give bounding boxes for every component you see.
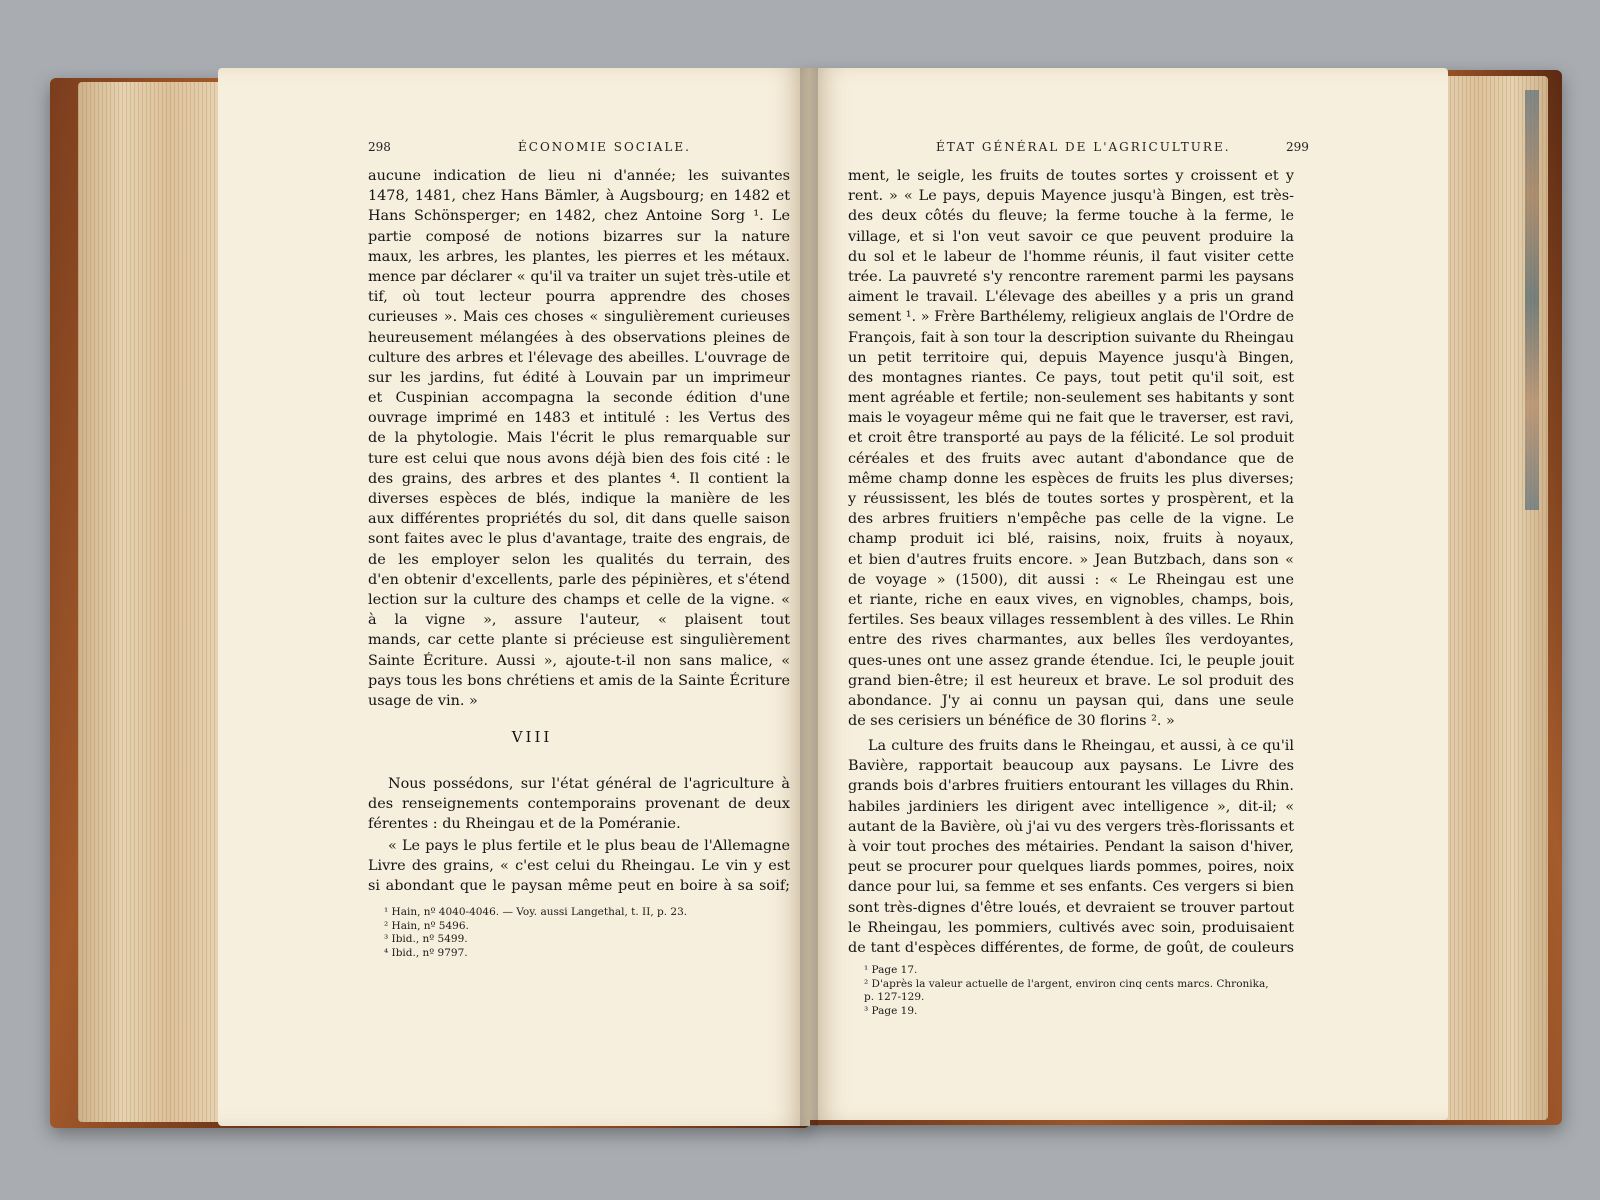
text-line: tif, où tout lecteur pourra apprendre des choses (368, 289, 790, 306)
text-line: usage de vin. » (368, 692, 478, 709)
text-line: heureusement mélangées à des observations pleines de (368, 329, 790, 346)
text-line: si abondant que le paysan même peut en boire à sa soif; (368, 878, 790, 895)
text-line: trée. La pauvreté s'y rencontre rarement parmi les paysans (848, 268, 1294, 285)
text-line: aucune indication de lieu ni d'année; les suivantes (368, 168, 790, 184)
text-line: grands bois d'arbres fruitiers entourant les villages du Rhin. (848, 778, 1294, 795)
text-line: 1478, 1481, chez Hans Bämler, à Augsbourg; en 1482 et (368, 188, 790, 205)
text-line: à la vigne », assure l'auteur, « plaisent tout (368, 612, 790, 629)
text-line: du sol et le labeur de l'homme réunis, il faut visiter cette (848, 248, 1294, 265)
text-line: férentes : du Rheingau et de la Poméranie. (368, 816, 681, 833)
text-line: diverses espèces de blés, indique la manière de les (368, 491, 790, 507)
text-line: même champ donne les espèces de fruits les plus diverses; (848, 470, 1294, 487)
left-page (218, 68, 810, 1126)
right-paragraph-2 (848, 736, 1294, 958)
footnote: ¹ Hain, nº 4040-4046. — Voy. aussi Langethal, t. II, p. 23. (384, 906, 688, 918)
text-line: grand bien-être; il est heureux et brave. Le sol produit des (848, 672, 1294, 689)
right-page (808, 68, 1448, 1120)
right-paragraph-1 (848, 166, 1294, 731)
text-line: Bavière, rapportait beaucoup aux paysans. Le Livre des (848, 758, 1294, 775)
text-line: de les employer selon les qualités du terrain, des (368, 551, 790, 568)
text-line: La culture des fruits dans le Rheingau, et aussi, à ce qu'il (868, 738, 1294, 754)
left-paragraph-1 (368, 166, 790, 711)
left-running-head: ÉCONOMIE SOCIALE. (518, 140, 691, 154)
text-line: un petit territoire qui, depuis Mayence jusqu'à Bingen, (848, 349, 1294, 366)
text-line: et Cuspinian accompagna la seconde édition d'une (368, 390, 790, 407)
text-line: des montagnes riantes. Ce pays, tout petit qu'il soit, est (848, 369, 1294, 386)
text-line: sont faites avec le plus d'avantage, traite des engrais, de (368, 531, 790, 548)
footnote: ² Hain, nº 5496. (384, 919, 469, 932)
text-line: de ses cerisiers un bénéfice de 30 florins ². » (848, 713, 1175, 730)
text-line: abondance. J'y ai connu un paysan qui, dans une seule (848, 692, 1294, 709)
footnote: ³ Page 19. (864, 1004, 918, 1017)
left-footnotes (368, 906, 790, 960)
left-paragraph-2 (368, 774, 790, 835)
text-line: village, et si l'on veut savoir ce que peuvent produire la (848, 228, 1294, 245)
text-line: de voyage » (1500), dit aussi : « Le Rheingau est une (848, 571, 1294, 588)
text-line: des renseignements contemporains provenant de deux (368, 796, 790, 813)
text-line: mands, car cette plante si précieuse est singulièrement (368, 632, 790, 649)
text-line: aiment le travail. L'élevage des abeilles y a pris un grand (848, 289, 1294, 306)
left-paragraph-3 (368, 836, 790, 897)
text-line: ouvrage imprimé en 1483 et intitulé : les Vertus des (368, 410, 790, 427)
text-line: et bien d'autres fruits encore. » Jean Butzbach, dans son « (848, 551, 1294, 568)
text-line: des grains, des arbres et des plantes ⁴. Il contient la (368, 470, 790, 487)
text-line: pays tous les bons chrétiens et amis de la Sainte Écriture (368, 672, 790, 689)
text-line: et riante, riche en eaux vives, en vignobles, champs, bois, (848, 591, 1294, 608)
text-line: dance pour lui, sa femme et ses enfants. Ces vergers si bien (848, 879, 1294, 896)
text-line: y réussissent, les blés de toutes sortes y prospèrent, et la (848, 491, 1294, 507)
text-line: ture est celui que nous avons déjà bien des fois cité : le (368, 450, 790, 467)
text-line: ment agréable et fertile; non-seulement ses habitants y sont (848, 390, 1294, 407)
section-heading: VIII (511, 728, 553, 746)
text-line: maux, les arbres, les plantes, les pierres et les métaux. (368, 248, 790, 265)
text-line: champ produit ici blé, raisins, noix, fruits à noyaux, (848, 531, 1294, 548)
marbled-endpaper (1525, 90, 1539, 510)
text-line: François, fait à son tour la description suivante du Rheingau (848, 329, 1294, 346)
text-line: entre des rives charmantes, aux belles îles verdoyantes, (848, 632, 1294, 649)
text-line: et croit être transporté au pays de la félicité. Le sol produit (848, 430, 1294, 447)
footnote: p. 127-129. (864, 991, 925, 1004)
footnote: ¹ Page 17. (864, 964, 918, 976)
text-line: Hans Schönsperger; en 1482, chez Antoine Sorg ¹. Le (368, 208, 790, 225)
text-line: céréales et des fruits avec autant d'abondance que de (848, 450, 1294, 467)
text-line: autant de la Bavière, où j'ai vu des vergers très-florissants et (848, 818, 1294, 835)
text-line: des arbres fruitiers n'empêche pas celle de la vigne. Le (848, 511, 1294, 528)
text-line: ques-unes ont une assez grande étendue. Ici, le peuple jouit (848, 652, 1294, 669)
text-line: Livre des grains, « c'est celui du Rheingau. Le vin y est (368, 858, 790, 875)
footnote: ³ Ibid., nº 5499. (384, 933, 468, 946)
text-line: lection sur la culture des champs et celle de la vigne. « (368, 591, 790, 608)
text-line: ment, le seigle, les fruits de toutes sortes y croissent et y (848, 168, 1294, 184)
text-line: curieuses ». Mais ces choses « singulièrement curieuses (368, 309, 790, 326)
text-line: sement ¹. » Frère Barthélemy, religieux anglais de l'Ordre de (848, 309, 1294, 326)
text-line: rent. » « Le pays, depuis Mayence jusqu'à Bingen, est très- (848, 188, 1294, 205)
text-line: partie composé de notions bizarres sur la nature (368, 228, 790, 245)
text-line: Sainte Écriture. Aussi », ajoute-t-il non sans malice, « (368, 652, 790, 669)
text-line: fertiles. Ses beaux villages ressemblent à des villes. Le Rhin (848, 612, 1294, 629)
text-line: aux différentes propriétés du sol, dit dans quelle saison (368, 511, 790, 528)
text-line: à voir tout proches des métairies. Pendant la saison d'hiver, (848, 838, 1294, 855)
text-line: peut se procurer pour quelques liards pommes, poires, noix (848, 859, 1294, 876)
text-line: mence par déclarer « qu'il va traiter un sujet très-utile et (368, 268, 790, 285)
text-line: de la phytologie. Mais l'écrit le plus remarquable sur (368, 430, 790, 447)
right-page-number: 299 (1286, 140, 1309, 154)
text-line: des deux côtés du fleuve; la ferme touche à la ferme, le (848, 208, 1294, 225)
right-running-head: ÉTAT GÉNÉRAL DE L'AGRICULTURE. (936, 140, 1231, 154)
right-footnotes (848, 964, 1294, 1018)
text-line: mais le voyageur même qui ne fait que le traverser, est ravi, (848, 410, 1294, 427)
text-line: Nous possédons, sur l'état général de l'agriculture à (388, 776, 790, 792)
footnote: ² D'après la valeur actuelle de l'argent, environ cinq cents marcs. Chronika, (864, 977, 1269, 990)
footnote: ⁴ Ibid., nº 9797. (384, 946, 468, 959)
text-line: de tant d'espèces différentes, de forme, de goût, de couleurs (848, 939, 1294, 956)
text-line: sont très-dignes d'être loués, et devraient se trouver partout (848, 899, 1294, 916)
text-line: d'en obtenir d'excellents, parle des pépinières, et s'étend (368, 571, 790, 588)
text-line: « Le pays le plus fertile et le plus beau de l'Allemagne (388, 838, 790, 854)
left-page-number: 298 (368, 140, 391, 154)
text-line: habiles jardiniers les dirigent avec intelligence », dit-il; « (848, 798, 1294, 815)
text-line: culture des arbres et l'élevage des abeilles. L'ouvrage de (368, 349, 790, 366)
text-line: le Rheingau, les pommiers, cultivés avec soin, produisaient (848, 919, 1294, 936)
left-page-edges (78, 82, 228, 1122)
text-line: sur les jardins, fut édité à Louvain par un imprimeur (368, 369, 790, 386)
